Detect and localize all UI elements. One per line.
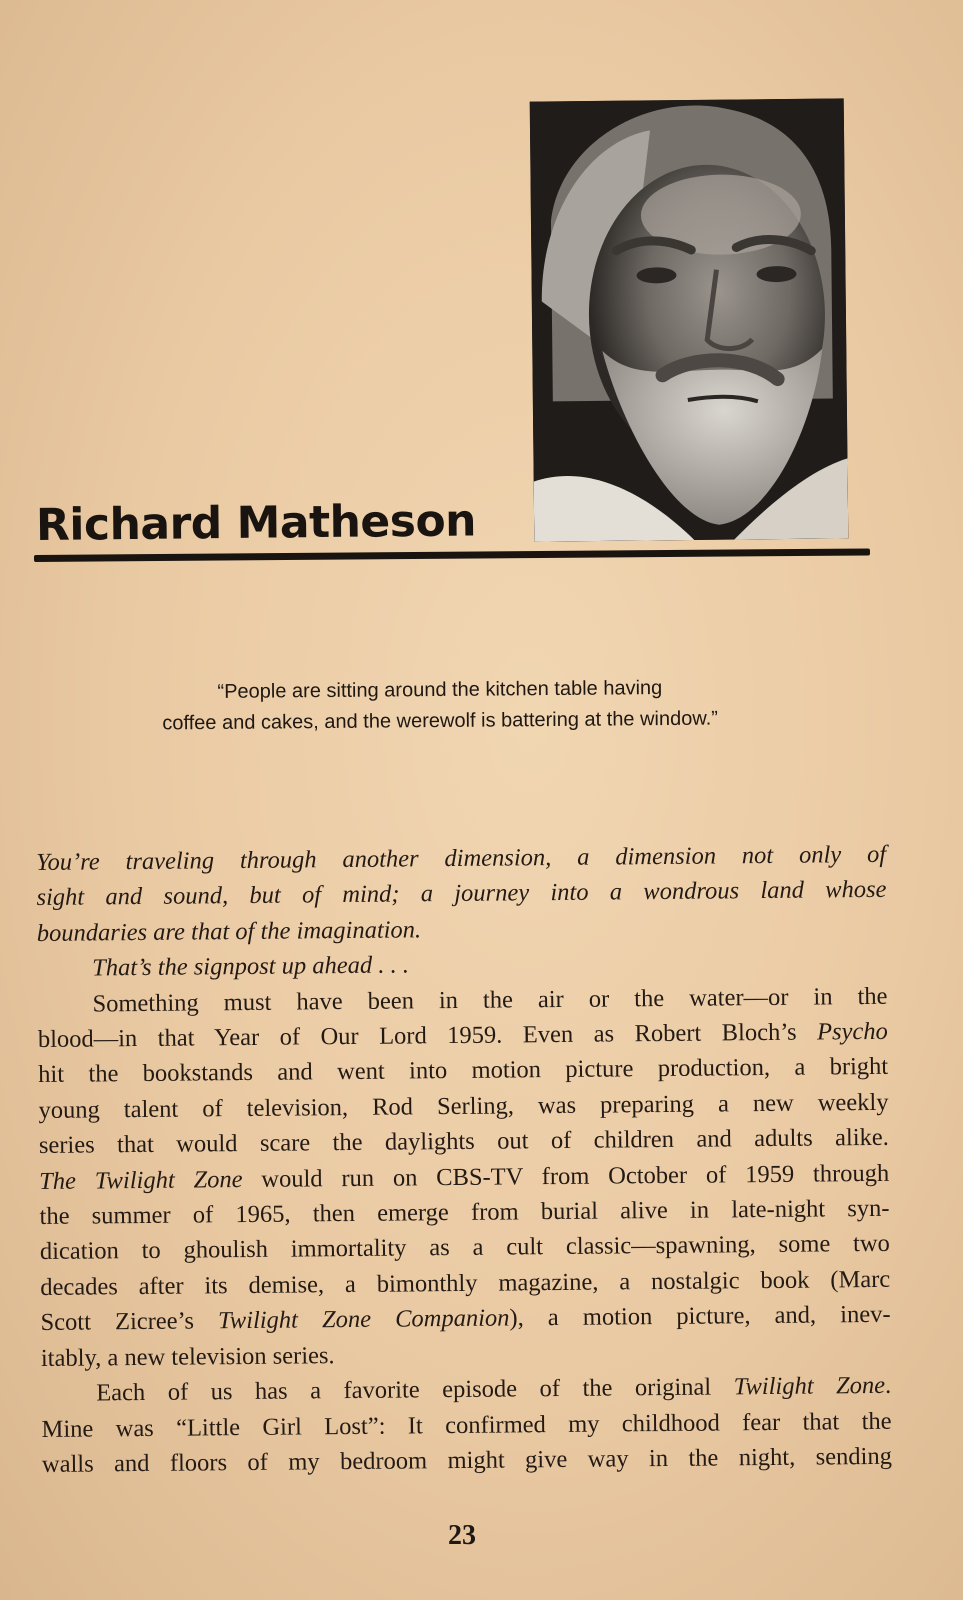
epigraph-quote [100, 672, 781, 740]
body-line: decades after its demise, a bimonthly magazine, a nostalgic book (Marc [40, 1265, 891, 1301]
body-text-span: blood—in that Year of Our Lord 1959. Even as Robert Bloch’s [37, 1018, 818, 1054]
body-text-span: ), a motion picture, and, inev- [509, 1301, 891, 1332]
body-line: walls and floors of my bedroom might give way in the night, sending [41, 1442, 893, 1478]
body-line: young talent of television, Rod Serling, was preparing a new weekly [38, 1088, 889, 1124]
quote-line: coffee and cakes, and the werewolf is battering at the window.” [162, 707, 718, 735]
body-line: the summer of 1965, then emerge from burial alive in late-night syn- [39, 1194, 890, 1231]
portrait-image [530, 98, 849, 541]
body-text-span: . [884, 1371, 892, 1399]
body-line: You’re traveling through another dimension, a dimension not only of [36, 840, 887, 876]
body-line: Something must have been in the air or the water—or in the [92, 982, 888, 1018]
heading-rule [34, 548, 870, 562]
body-text-span: Scott Zicree’s [40, 1307, 219, 1337]
body-line: sight and sound, but of mind; a journey into a wondrous land whose [36, 876, 887, 912]
body-line: That’s the signpost up ahead . . . [92, 951, 410, 982]
show-title-twilight-zone: The Twilight Zone [39, 1165, 243, 1195]
page-number: 23 [448, 1520, 476, 1551]
author-portrait-photo [530, 98, 849, 541]
body-line: series that would scare the daylights out of children and adults alike. [38, 1124, 889, 1160]
body-text-span: would run on CBS-TV from October of 1959 through [242, 1159, 890, 1193]
author-name-heading: Richard Matheson [35, 495, 477, 551]
body-text [36, 837, 892, 1482]
body-text-span: Each of us has a favorite episode of the original [96, 1373, 734, 1407]
book-title-companion: Twilight Zone Companion [217, 1304, 510, 1335]
body-line: itably, a new television series. [40, 1341, 335, 1372]
show-title-twilight-zone: Twilight Zone [733, 1371, 886, 1401]
body-line: hit the bookstands and went into motion picture production, a bright [38, 1053, 889, 1089]
book-title-psycho: Psycho [816, 1017, 888, 1046]
quote-line: “People are sitting around the kitchen table having [217, 677, 663, 703]
body-line: dication to ghoulish immortality as a cult classic—spawning, some two [39, 1230, 890, 1266]
body-line: boundaries are that of the imagination. [36, 916, 422, 947]
body-line: Mine was “Little Girl Lost”: It confirmed my childhood fear that the [41, 1407, 892, 1443]
